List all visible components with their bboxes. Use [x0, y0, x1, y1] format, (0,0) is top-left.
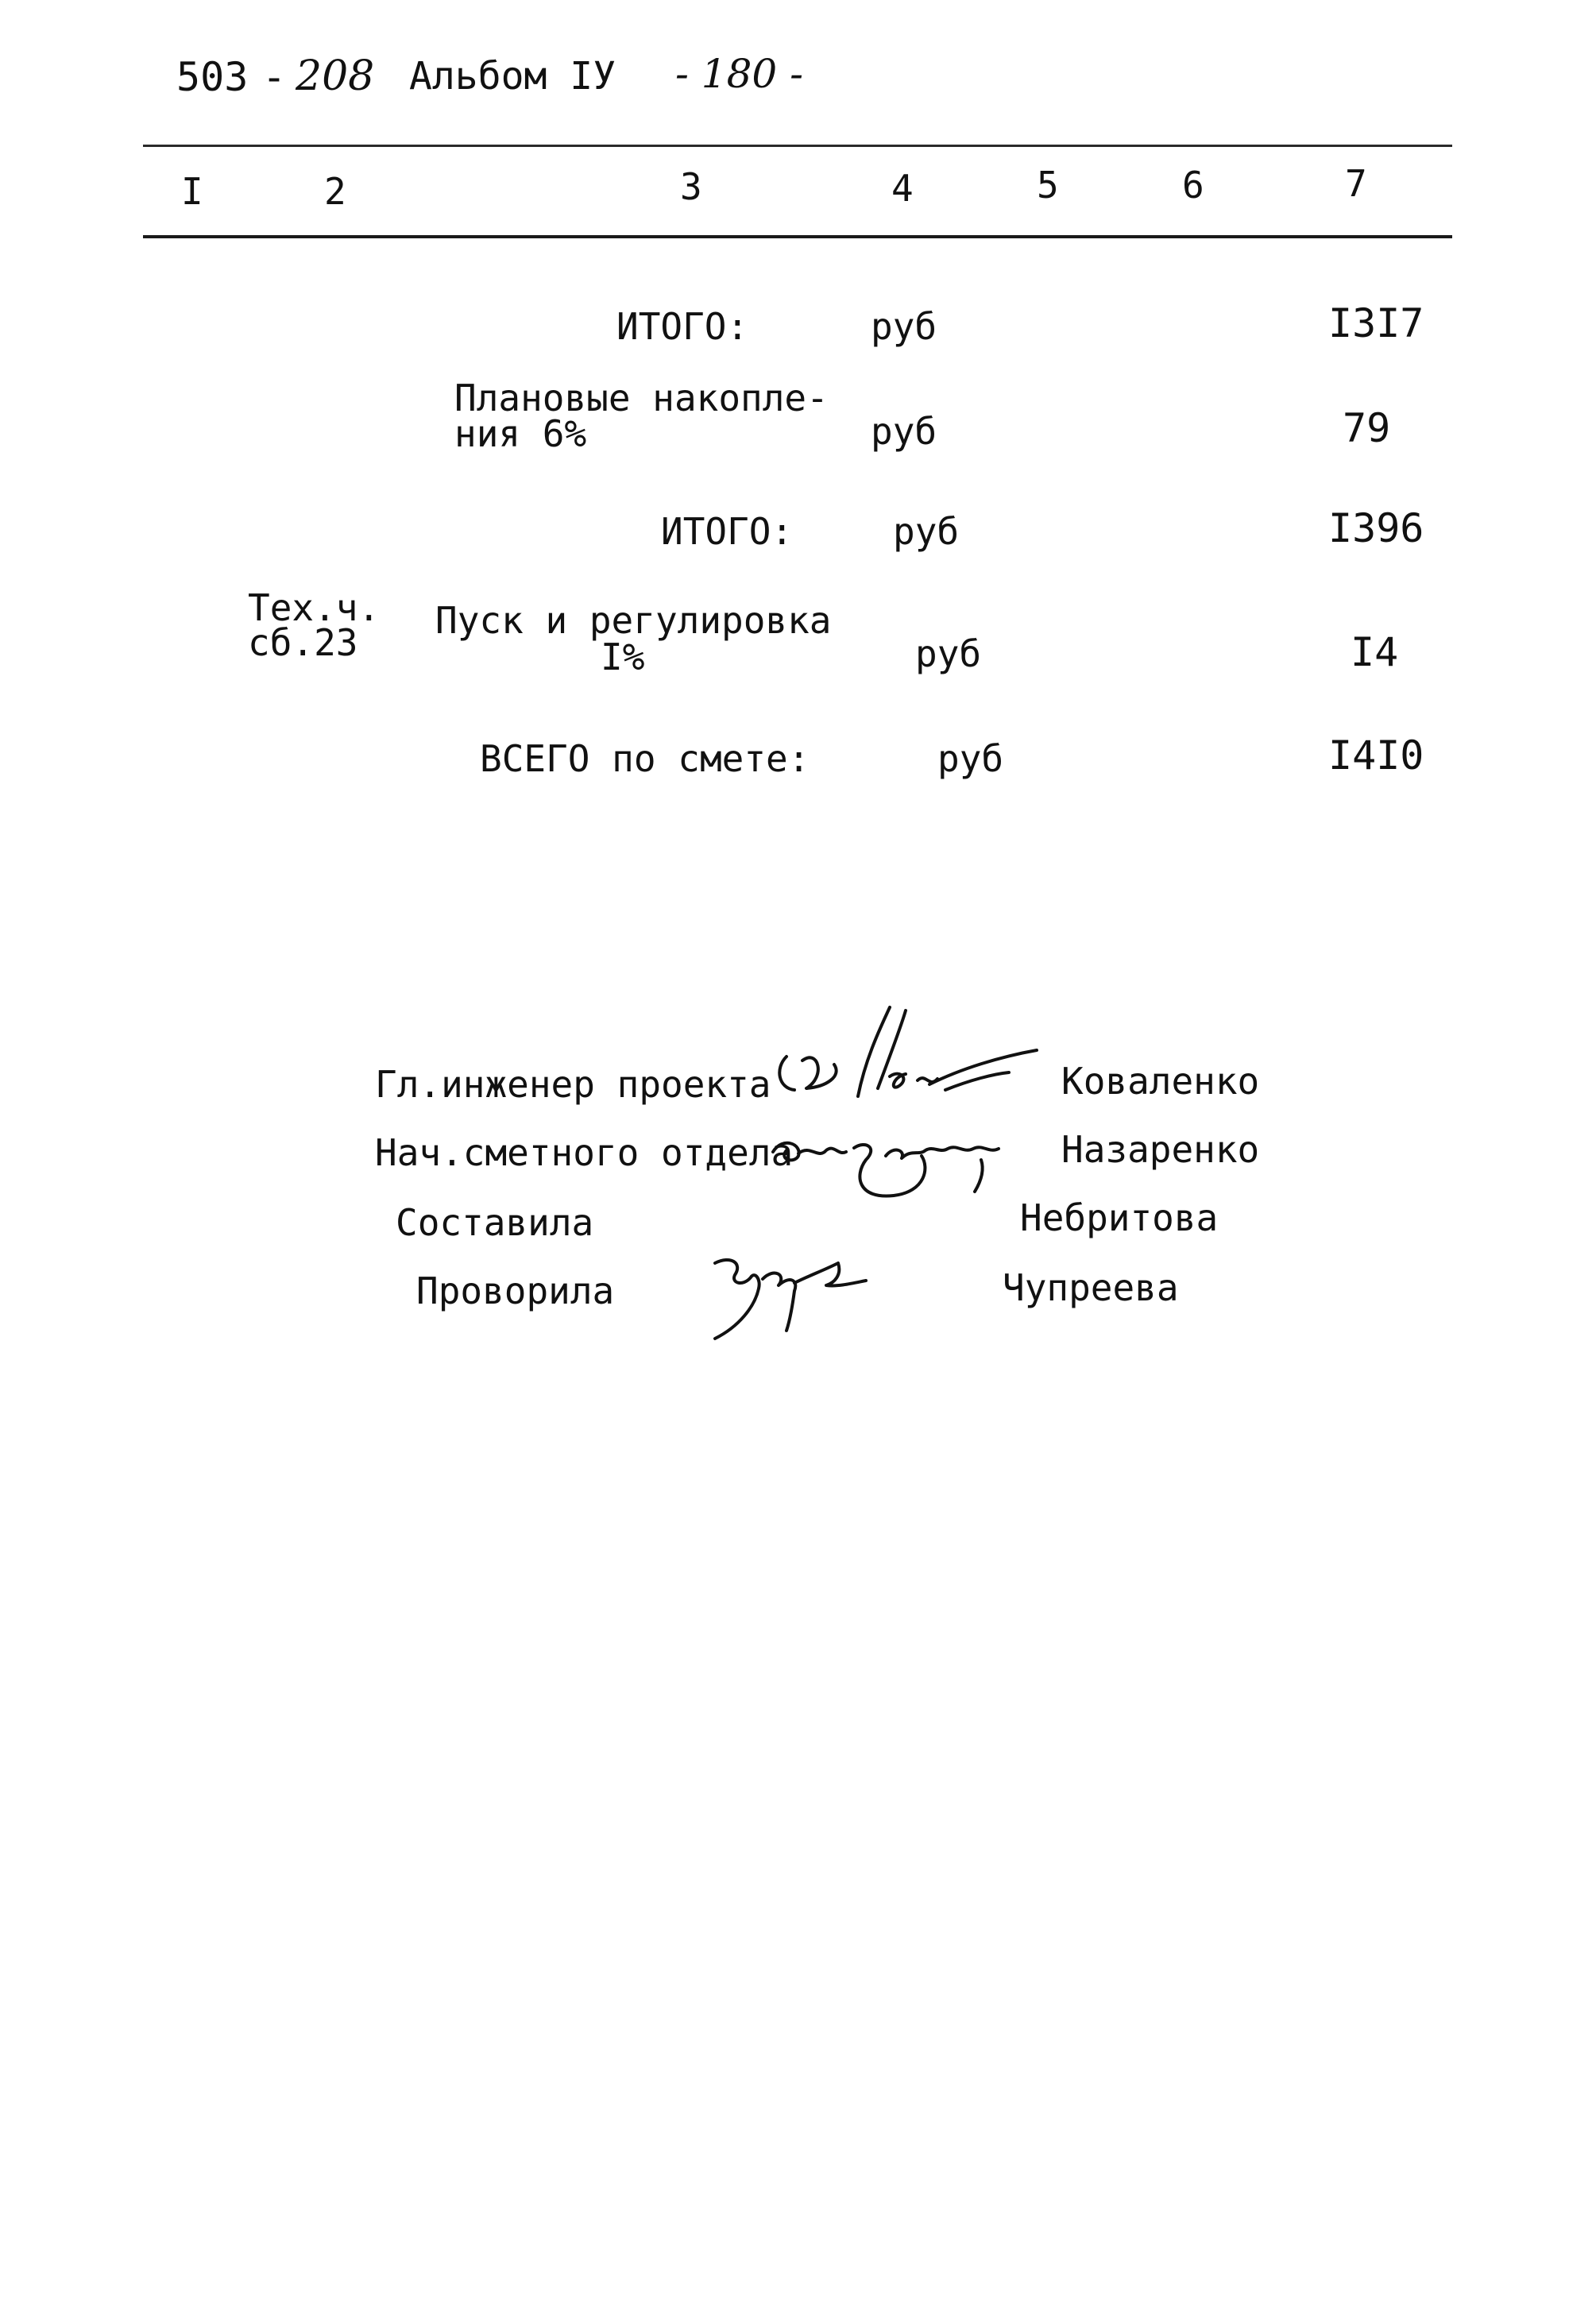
column-number-2: 2 — [324, 170, 346, 213]
signature-name: Коваленко — [1061, 1060, 1260, 1103]
row-unit: руб — [915, 632, 982, 675]
row-amount: I4 — [1351, 629, 1399, 675]
row-description: ВСЕГО по смете: — [480, 737, 810, 780]
column-number-4: 4 — [891, 167, 914, 210]
row-unit: руб — [871, 305, 937, 348]
row-description: ИТОГО: — [616, 305, 749, 348]
row-description-line2: I% — [601, 636, 645, 678]
doc-issue-handwritten: 208 — [296, 52, 375, 100]
signature-name: Чупреева — [1003, 1266, 1179, 1309]
signature-role: Нач.сметного отдела — [375, 1131, 794, 1174]
row-amount: 79 — [1343, 405, 1391, 451]
column-number-3: 3 — [680, 165, 702, 208]
column-number-6: 6 — [1182, 164, 1204, 207]
doc-series-dash: - — [262, 54, 287, 100]
row-description: ИТОГО: — [661, 510, 794, 553]
signature-role: Гл.инженер проекта — [375, 1063, 771, 1106]
row-unit: руб — [893, 510, 960, 553]
handwritten-signature-3 — [699, 1239, 874, 1350]
column-number-7: 7 — [1345, 162, 1367, 205]
row-description-line1: Плановые накопле- — [454, 377, 829, 419]
signature-role: Составила — [396, 1201, 594, 1244]
row-amount: I4I0 — [1328, 732, 1424, 779]
table-top-rule — [143, 145, 1452, 147]
page-number: - 180 - — [675, 51, 804, 97]
column-number-5: 5 — [1037, 164, 1059, 207]
row-amount: I396 — [1328, 505, 1424, 551]
row-reference-line2: сб.23 — [248, 621, 358, 664]
row-unit: руб — [937, 737, 1004, 780]
row-unit: руб — [871, 410, 937, 453]
table-header-bottom-rule — [143, 235, 1452, 238]
doc-series: 503 — [176, 54, 249, 100]
row-reference-line1: Тех.ч. — [248, 586, 381, 629]
row-description-line1: Пуск и регулировка — [435, 599, 832, 642]
album-label: Альбом IУ — [409, 54, 616, 99]
signature-name: Небритова — [1020, 1196, 1219, 1239]
row-description-line2: ния 6% — [454, 412, 587, 455]
signature-role: Проворила — [416, 1269, 615, 1312]
row-amount: I3I7 — [1328, 300, 1424, 346]
handwritten-signature-2 — [767, 1112, 1069, 1223]
handwritten-signature-1 — [771, 1001, 1049, 1128]
signature-name: Назаренко — [1061, 1128, 1260, 1171]
column-number-1: I — [181, 170, 203, 213]
